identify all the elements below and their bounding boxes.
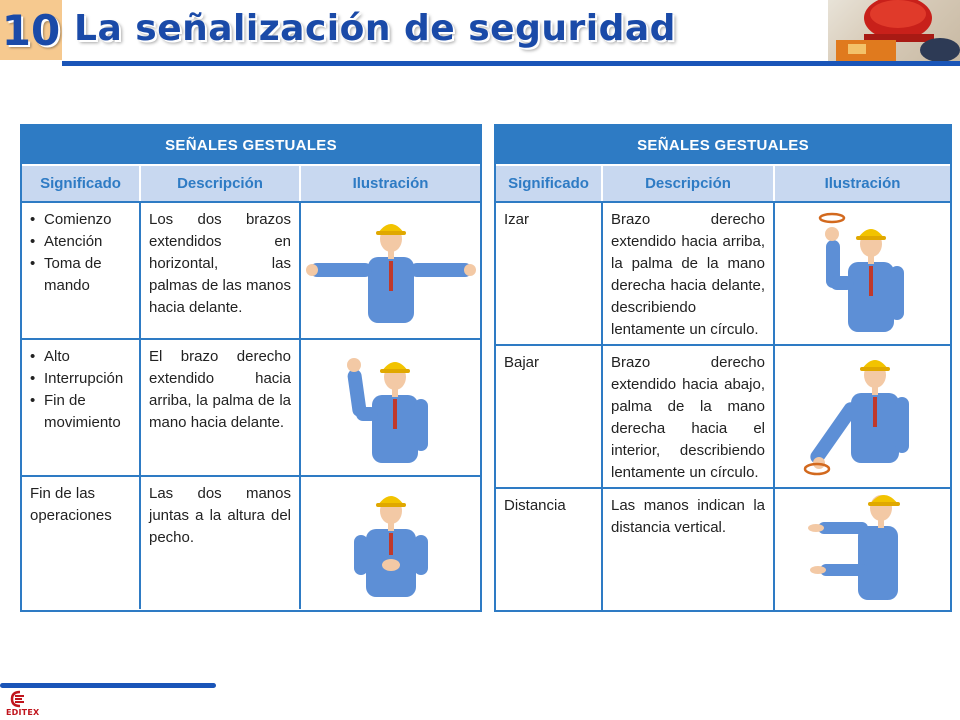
gesture-signals-table-left <box>20 124 482 612</box>
worker-hoist-icon <box>775 203 950 344</box>
description-cell: Los dos brazos extendidos en horizontal, las palmas de las manos hacia delante. <box>141 203 301 338</box>
meaning-cell: Fin de las operaciones <box>22 477 141 609</box>
worker-hands-together-icon <box>301 477 480 609</box>
table-title: SEÑALES GESTUALES <box>22 126 480 164</box>
meaning-cell: Bajar <box>496 346 603 487</box>
description-cell: Brazo derecho extendido hacia arriba, la palma de la mano derecha hacia delante, describiendo lentamente un círculo. <box>603 203 775 344</box>
gesture-signals-table-right <box>494 124 952 612</box>
column-header-illustration: Ilustración <box>352 175 429 192</box>
title-underline <box>62 61 960 66</box>
description-cell: El brazo derecho extendido hacia arriba, la palma de la mano hacia delante. <box>141 340 301 475</box>
column-header-illustration: Ilustración <box>824 175 901 192</box>
worker-arms-horizontal-icon <box>301 203 480 338</box>
worker-distance-icon <box>775 489 950 611</box>
footer-rule <box>0 683 216 688</box>
meaning-cell <box>22 340 141 475</box>
table-header-row <box>496 164 950 201</box>
table-row <box>496 344 950 487</box>
description-cell: Las dos manos juntas a la altura del pecho. <box>141 477 301 609</box>
worker-lower-icon <box>775 346 950 487</box>
chapter-number: 10 <box>1 5 61 55</box>
table-row <box>22 475 480 609</box>
column-header-meaning: Significado <box>496 166 603 201</box>
meaning-item: • Alto <box>30 346 131 368</box>
description-cell: Brazo derecho extendido hacia abajo, palma de la mano derecha hacia el interior, describiendo lentamente un círculo. <box>603 346 775 487</box>
table-row <box>22 338 480 475</box>
page-title: La señalización de seguridad <box>74 8 676 49</box>
meaning-cell <box>22 203 141 338</box>
worker-right-arm-up-icon <box>301 340 480 475</box>
meaning-cell: Distancia <box>496 489 603 611</box>
meaning-item: • Comienzo <box>30 209 131 231</box>
meaning-item: • Atención <box>30 231 131 253</box>
column-header-description: Descripción <box>603 166 775 201</box>
editex-logo <box>6 690 50 718</box>
table-row <box>496 201 950 344</box>
description-cell: Las manos indican la distancia vertical. <box>603 489 775 611</box>
meaning-item: • Toma de mando <box>30 253 131 297</box>
logo-text: EDITEX <box>6 708 40 717</box>
meaning-item: • Fin de movimiento <box>30 390 131 434</box>
table-header-row <box>22 164 480 201</box>
workers-photo-image <box>828 0 960 61</box>
column-header-description: Descripción <box>141 166 301 201</box>
meaning-cell: Izar <box>496 203 603 344</box>
table-row <box>496 487 950 611</box>
table-title: SEÑALES GESTUALES <box>496 126 950 164</box>
meaning-item: • Interrupción <box>30 368 131 390</box>
table-row <box>22 201 480 338</box>
chapter-number-box <box>0 0 62 60</box>
column-header-meaning: Significado <box>22 166 141 201</box>
